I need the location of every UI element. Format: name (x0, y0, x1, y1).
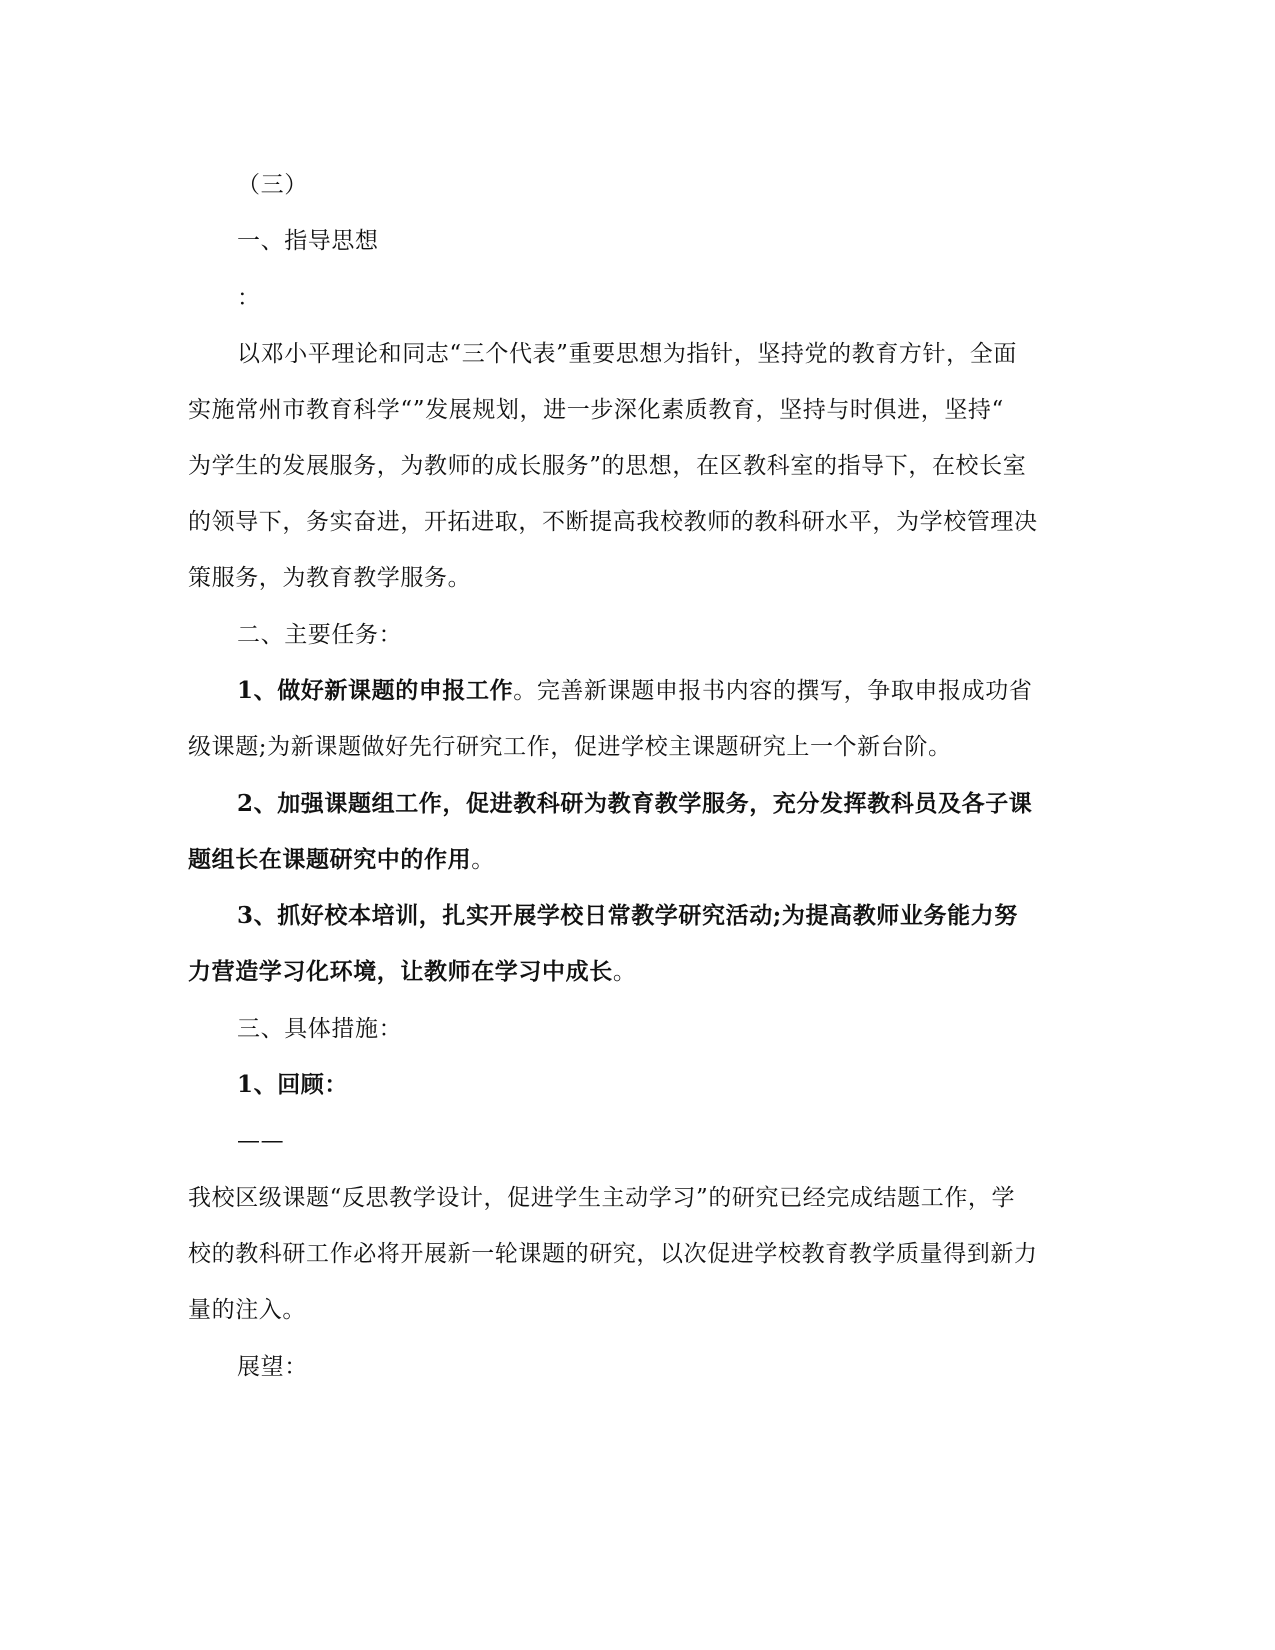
task-3-rest: 。 (612, 959, 637, 985)
heading-main-tasks: 二、主要任务： (237, 622, 403, 648)
task-1-bold: 1、做好新课题的申报工作 (237, 677, 514, 704)
task-3-line-2 (188, 957, 1088, 987)
paragraph-1-line-5: 策服务，为教育教学服务。 (188, 565, 472, 591)
task-1-rest: 。完善新课题申报书内容的撰写，争取申报成功省 (513, 678, 1033, 704)
dash-line: —— (237, 1128, 285, 1154)
heading-measures: 三、具体措施： (237, 1016, 403, 1042)
paragraph-1-line-3: 为学生的发展服务，为教师的成长服务”的思想，在区教科室的指导下，在校长室 (188, 453, 1027, 479)
paragraph-2-line-3: 量的注入。 (188, 1297, 306, 1323)
paragraph-2-line-1: 我校区级课题“反思教学设计，促进学生主动学习”的研究已经完成结题工作，学 (188, 1185, 1016, 1211)
section-number: （三） (237, 172, 308, 198)
paragraph-1-line-4: 的领导下，务实奋进，开拓进取，不断提高我校教师的教科研水平，为学校管理决 (188, 509, 1038, 535)
outlook-label: 展望： (237, 1354, 308, 1380)
task-2-line-2 (188, 845, 1088, 875)
paragraph-2-line-2: 校的教科研工作必将开展新一轮课题的研究，以次促进学校教育教学质量得到新力 (188, 1241, 1038, 1267)
task-3-line-1: 3、抓好校本培训，扎实开展学校日常教学研究活动;为提高教师业务能力努 (237, 902, 1018, 929)
subheading-review: 1、回顾： (237, 1071, 349, 1098)
heading-guiding-thought: 一、指导思想 (237, 228, 379, 254)
task-2-rest: 。 (471, 847, 495, 873)
paragraph-1-line-2: 实施常州市教育科学“”发展规划，进一步深化素质教育，坚持与时俱进，坚持“ (188, 397, 1004, 423)
task-2-bold: 题组长在课题研究中的作用 (188, 846, 472, 873)
task-1-line-1 (237, 676, 1137, 706)
colon-line: ： (237, 285, 261, 311)
task-2-line-1: 2、加强课题组工作，促进教科研为教育教学服务，充分发挥教科员及各子课 (237, 790, 1033, 817)
task-3-bold: 力营造学习化环境，让教师在学习中成长 (188, 958, 613, 985)
paragraph-1-line-1: 以邓小平理论和同志“三个代表”重要思想为指针，坚持党的教育方针，全面 (237, 341, 1017, 367)
task-1-line-2: 级课题;为新课题做好先行研究工作，促进学校主课题研究上一个新台阶。 (188, 734, 952, 760)
